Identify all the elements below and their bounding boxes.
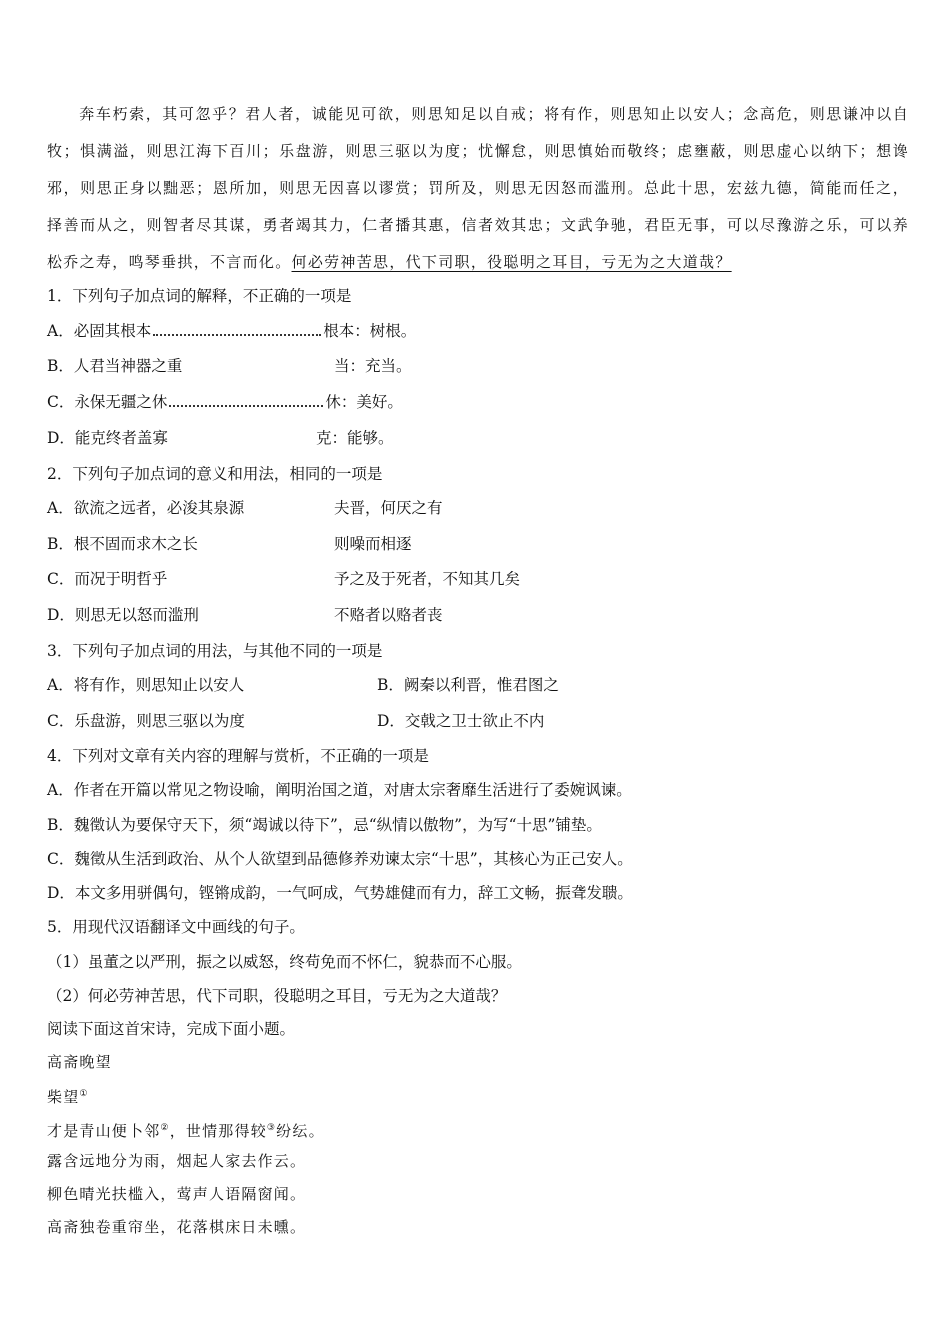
q3-stem: 3．下列句子加点词的用法，与其他不同的一项是: [47, 642, 383, 660]
q1-option-d-text: D．能克终者盖寡: [47, 429, 168, 447]
poem-line-1-part-a: 才是青山便卜邻: [47, 1122, 161, 1140]
reading-intro: 阅读下面这首宋诗，完成下面小题。: [47, 1020, 296, 1038]
q2-option-b: [47, 533, 412, 555]
q1-option-a-text: A．必固其根本: [47, 322, 152, 340]
poem-author-name: 柴望: [47, 1088, 80, 1106]
q2-option-c-right: 予之及于死者，不知其几矣: [334, 570, 521, 588]
q1-option-d: [47, 427, 394, 449]
poem-line-4: 高斋独卷重帘坐，花落棋床日未曛。: [47, 1218, 307, 1236]
q5-item-2: （2）何必劳神苦思，代下司职，役聪明之耳目，亏无为之大道哉？: [47, 987, 507, 1005]
q1-option-c-gloss: 休：美好。: [325, 393, 403, 411]
passage-text: 奔车朽索，其可忽乎？君人者，诚能见可欲，则思知足以自戒；将有作，则思知止以安人；念高危，则思谦冲以自牧；惧满溢，则思江海下百川；乐盘游，则思三驱以为度；忧懈怠，则思慎始而敬终；虑壅蔽，则思虚心以纳下；想谗邪，则思正身以黜恶；恩所加，则思无因喜以谬赏；罚所及，则思无因怒而滥刑。总此十思，宏兹九德，简能而任之，择善而从之，则智者尽其谋，勇者竭其力，仁者播其惠，信者效其忠；文武争驰，君臣无事，可以尽豫游之乐，可以养松乔之寿，鸣琴垂拱，不言而化。: [47, 105, 909, 271]
q3-option-b: B．阙秦以利晋，惟君图之: [377, 676, 559, 694]
footnote-marker: ③: [266, 1123, 277, 1133]
poem-line-1-part-b: ，世情那得较: [169, 1122, 267, 1140]
q2-option-d-left: D．则思无以怒而滥刑: [47, 606, 199, 624]
footnote-marker: ①: [79, 1089, 89, 1099]
q1-option-b-gloss: 当：充当。: [334, 357, 412, 375]
q1-option-a: [47, 320, 416, 342]
q1-option-a-gloss: 根本：树根。: [323, 322, 417, 340]
q2-option-d-right: 不赂者以赂者丧: [334, 606, 443, 624]
poem-author: [47, 1083, 89, 1108]
q1-option-b-text: B．人君当神器之重: [47, 357, 183, 375]
q5-item-1: （1）虽董之以严刑，振之以威怒，终苟免而不怀仁，貌恭而不心服。: [47, 953, 522, 971]
passage: [47, 96, 909, 281]
q2-option-a: [47, 497, 443, 519]
q3-option-a: A．将有作，则思知止以安人: [47, 676, 245, 694]
poem-line-2: 露含远地分为雨，烟起人家去作云。: [47, 1152, 307, 1170]
q2-option-b-left: B．根不固而求木之长: [47, 535, 198, 553]
q3-option-c: C．乐盘游，则思三驱以为度: [47, 712, 245, 730]
footnote-marker: ②: [160, 1123, 170, 1133]
q3-option-d: D．交戟之卫士欲止不内: [377, 712, 545, 730]
q2-option-b-right: 则噪而相逐: [334, 535, 412, 553]
q4-option-b: B．魏徵认为要保守天下，须“竭诚以待下”，忌“纵情以傲物”，为写“十思”铺垫。: [47, 816, 602, 834]
poem-title: 高斋晚望: [47, 1053, 112, 1071]
q2-option-c: [47, 568, 521, 590]
q5-stem: 5．用现代汉语翻译文中画线的句子。: [47, 918, 305, 936]
poem-line-1: [47, 1117, 325, 1142]
q2-option-a-right: 夫晋，何厌之有: [334, 499, 443, 517]
q1-option-c-text: C．永保无疆之休: [47, 393, 168, 411]
q2-option-d: [47, 604, 443, 626]
q4-option-a: A．作者在开篇以常见之物设喻，阐明治国之道，对唐太宗奢靡生活进行了委婉讽谏。: [47, 781, 632, 799]
q4-option-d: D．本文多用骈偶句，铿锵成韵，一气呵成，气势雄健而有力，辞工文畅，振聋发聩。: [47, 884, 633, 902]
q1-option-c: [47, 391, 403, 413]
q1-option-b: [47, 355, 412, 377]
q2-option-c-left: C．而况于明哲乎: [47, 570, 168, 588]
dotted-leader: [169, 395, 323, 407]
q2-stem: 2．下列句子加点词的意义和用法，相同的一项是: [47, 465, 383, 483]
dotted-leader: [153, 324, 321, 336]
q4-option-c: C．魏徵从生活到政治、从个人欲望到品德修养劝谏太宗“十思”，其核心为正己安人。: [47, 850, 633, 868]
q1-option-d-gloss: 克：能够。: [316, 429, 394, 447]
q3-row-1: [47, 674, 559, 696]
poem-line-1-part-c: 纷纭。: [276, 1122, 325, 1140]
q2-option-a-left: A．欲流之远者，必浚其泉源: [47, 499, 245, 517]
q4-stem: 4．下列对文章有关内容的理解与赏析，不正确的一项是: [47, 747, 429, 765]
passage-underlined-sentence: 何必劳神苦思，代下司职，役聪明之耳目，亏无为之大道哉？: [291, 253, 732, 271]
q1-stem: 1．下列句子加点词的解释，不正确的一项是: [47, 287, 352, 305]
poem-line-3: 柳色晴光扶槛入，莺声人语隔窗闻。: [47, 1185, 307, 1203]
q3-row-2: [47, 710, 545, 732]
